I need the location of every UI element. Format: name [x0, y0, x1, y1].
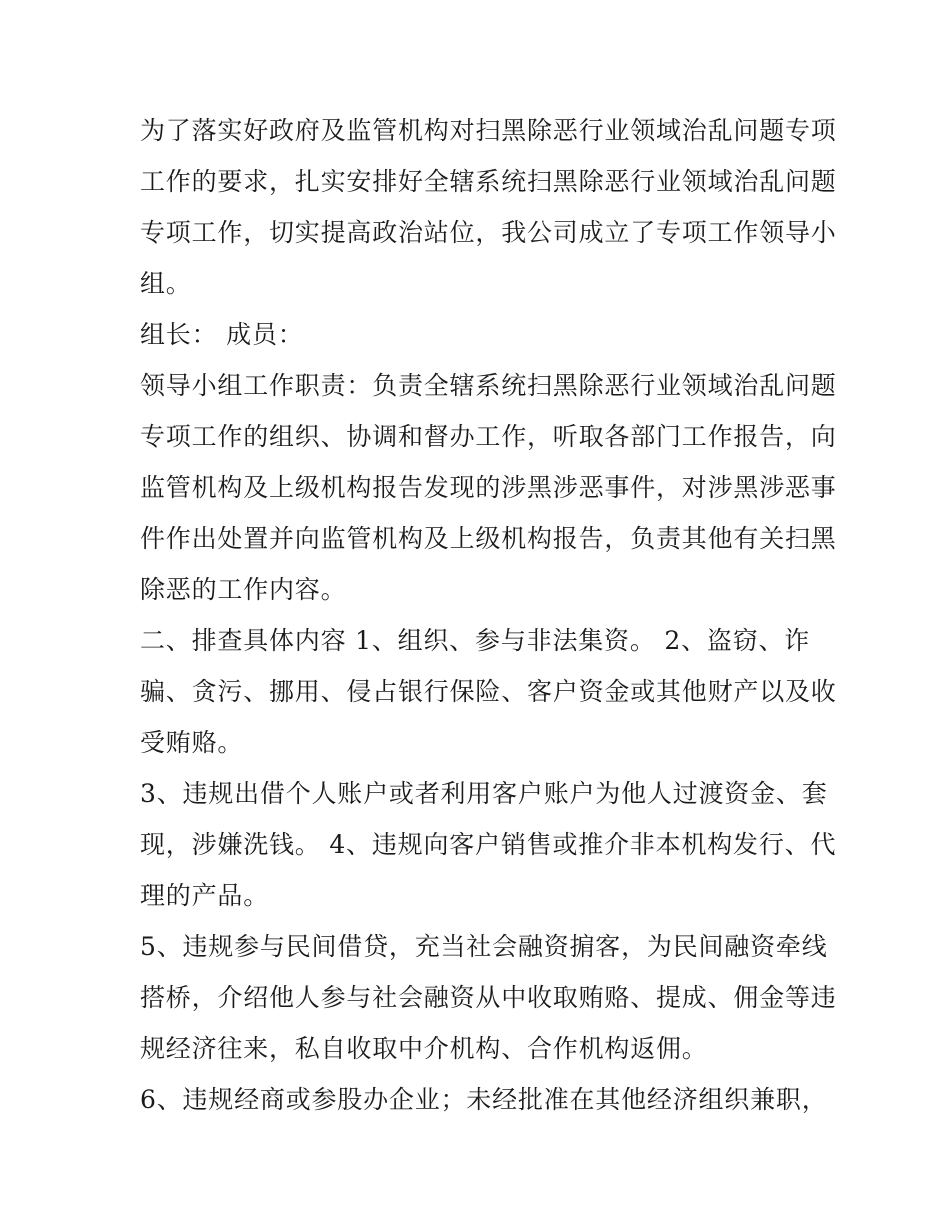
text-line: 监管机构及上级机构报告发现的涉黑涉恶事件，对涉黑涉恶事 [140, 473, 837, 502]
text-line: 6、违规经商或参股办企业；未经批准在其他经济组织兼职， [140, 1085, 828, 1114]
paragraph-duties [140, 360, 837, 615]
text-line: 5、违规参与民间借贷，充当社会融资掮客，为民间融资牵线 [140, 932, 828, 961]
text-line: 领导小组工作职责：负责全辖系统扫黑除恶行业领域治乱问题 [140, 371, 837, 400]
text-line: 工作的要求，扎实安排好全辖系统扫黑除恶行业领域治乱问题 [140, 167, 837, 196]
paragraph-item-3 [140, 768, 837, 921]
paragraph-members [140, 309, 815, 360]
text-line: 现，涉嫌洗钱。 4、违规向客户销售或推介非本机构发行、代 [140, 830, 837, 859]
paragraph-item-6 [140, 1074, 828, 1125]
text-line: 理的产品。 [140, 881, 270, 910]
document-body [140, 105, 837, 1125]
text-line: 受贿赂。 [140, 728, 244, 757]
text-line: 专项工作，切实提高政治站位，我公司成立了专项工作领导小 [140, 218, 837, 247]
text-line: 骗、贪污、挪用、侵占银行保险、客户资金或其他财产以及收 [140, 677, 837, 706]
text-line: 搭桥，介绍他人参与社会融资从中收取贿赂、提成、佣金等违 [140, 983, 837, 1012]
text-line: 除恶的工作内容。 [140, 575, 347, 604]
text-line: 二、排查具体内容 1、组织、参与非法集资。 2、盗窃、诈 [140, 626, 811, 655]
text-line: 规经济往来，私自收取中介机构、合作机构返佣。 [140, 1034, 708, 1063]
paragraph-item-5 [140, 921, 837, 1074]
paragraph-section-two [140, 615, 837, 768]
paragraph-intro [140, 105, 837, 309]
text-line: 3、违规出借个人账户或者利用客户账户为他人过渡资金、套 [140, 779, 828, 808]
text-line: 组长： 成员： [140, 320, 304, 349]
text-line: 件作出处置并向监管机构及上级机构报告，负责其他有关扫黑 [140, 524, 837, 553]
text-line: 为了落实好政府及监管机构对扫黑除恶行业领域治乱问题专项 [140, 116, 837, 145]
text-line: 专项工作的组织、协调和督办工作，听取各部门工作报告，向 [140, 422, 837, 451]
text-line: 组。 [140, 269, 192, 298]
